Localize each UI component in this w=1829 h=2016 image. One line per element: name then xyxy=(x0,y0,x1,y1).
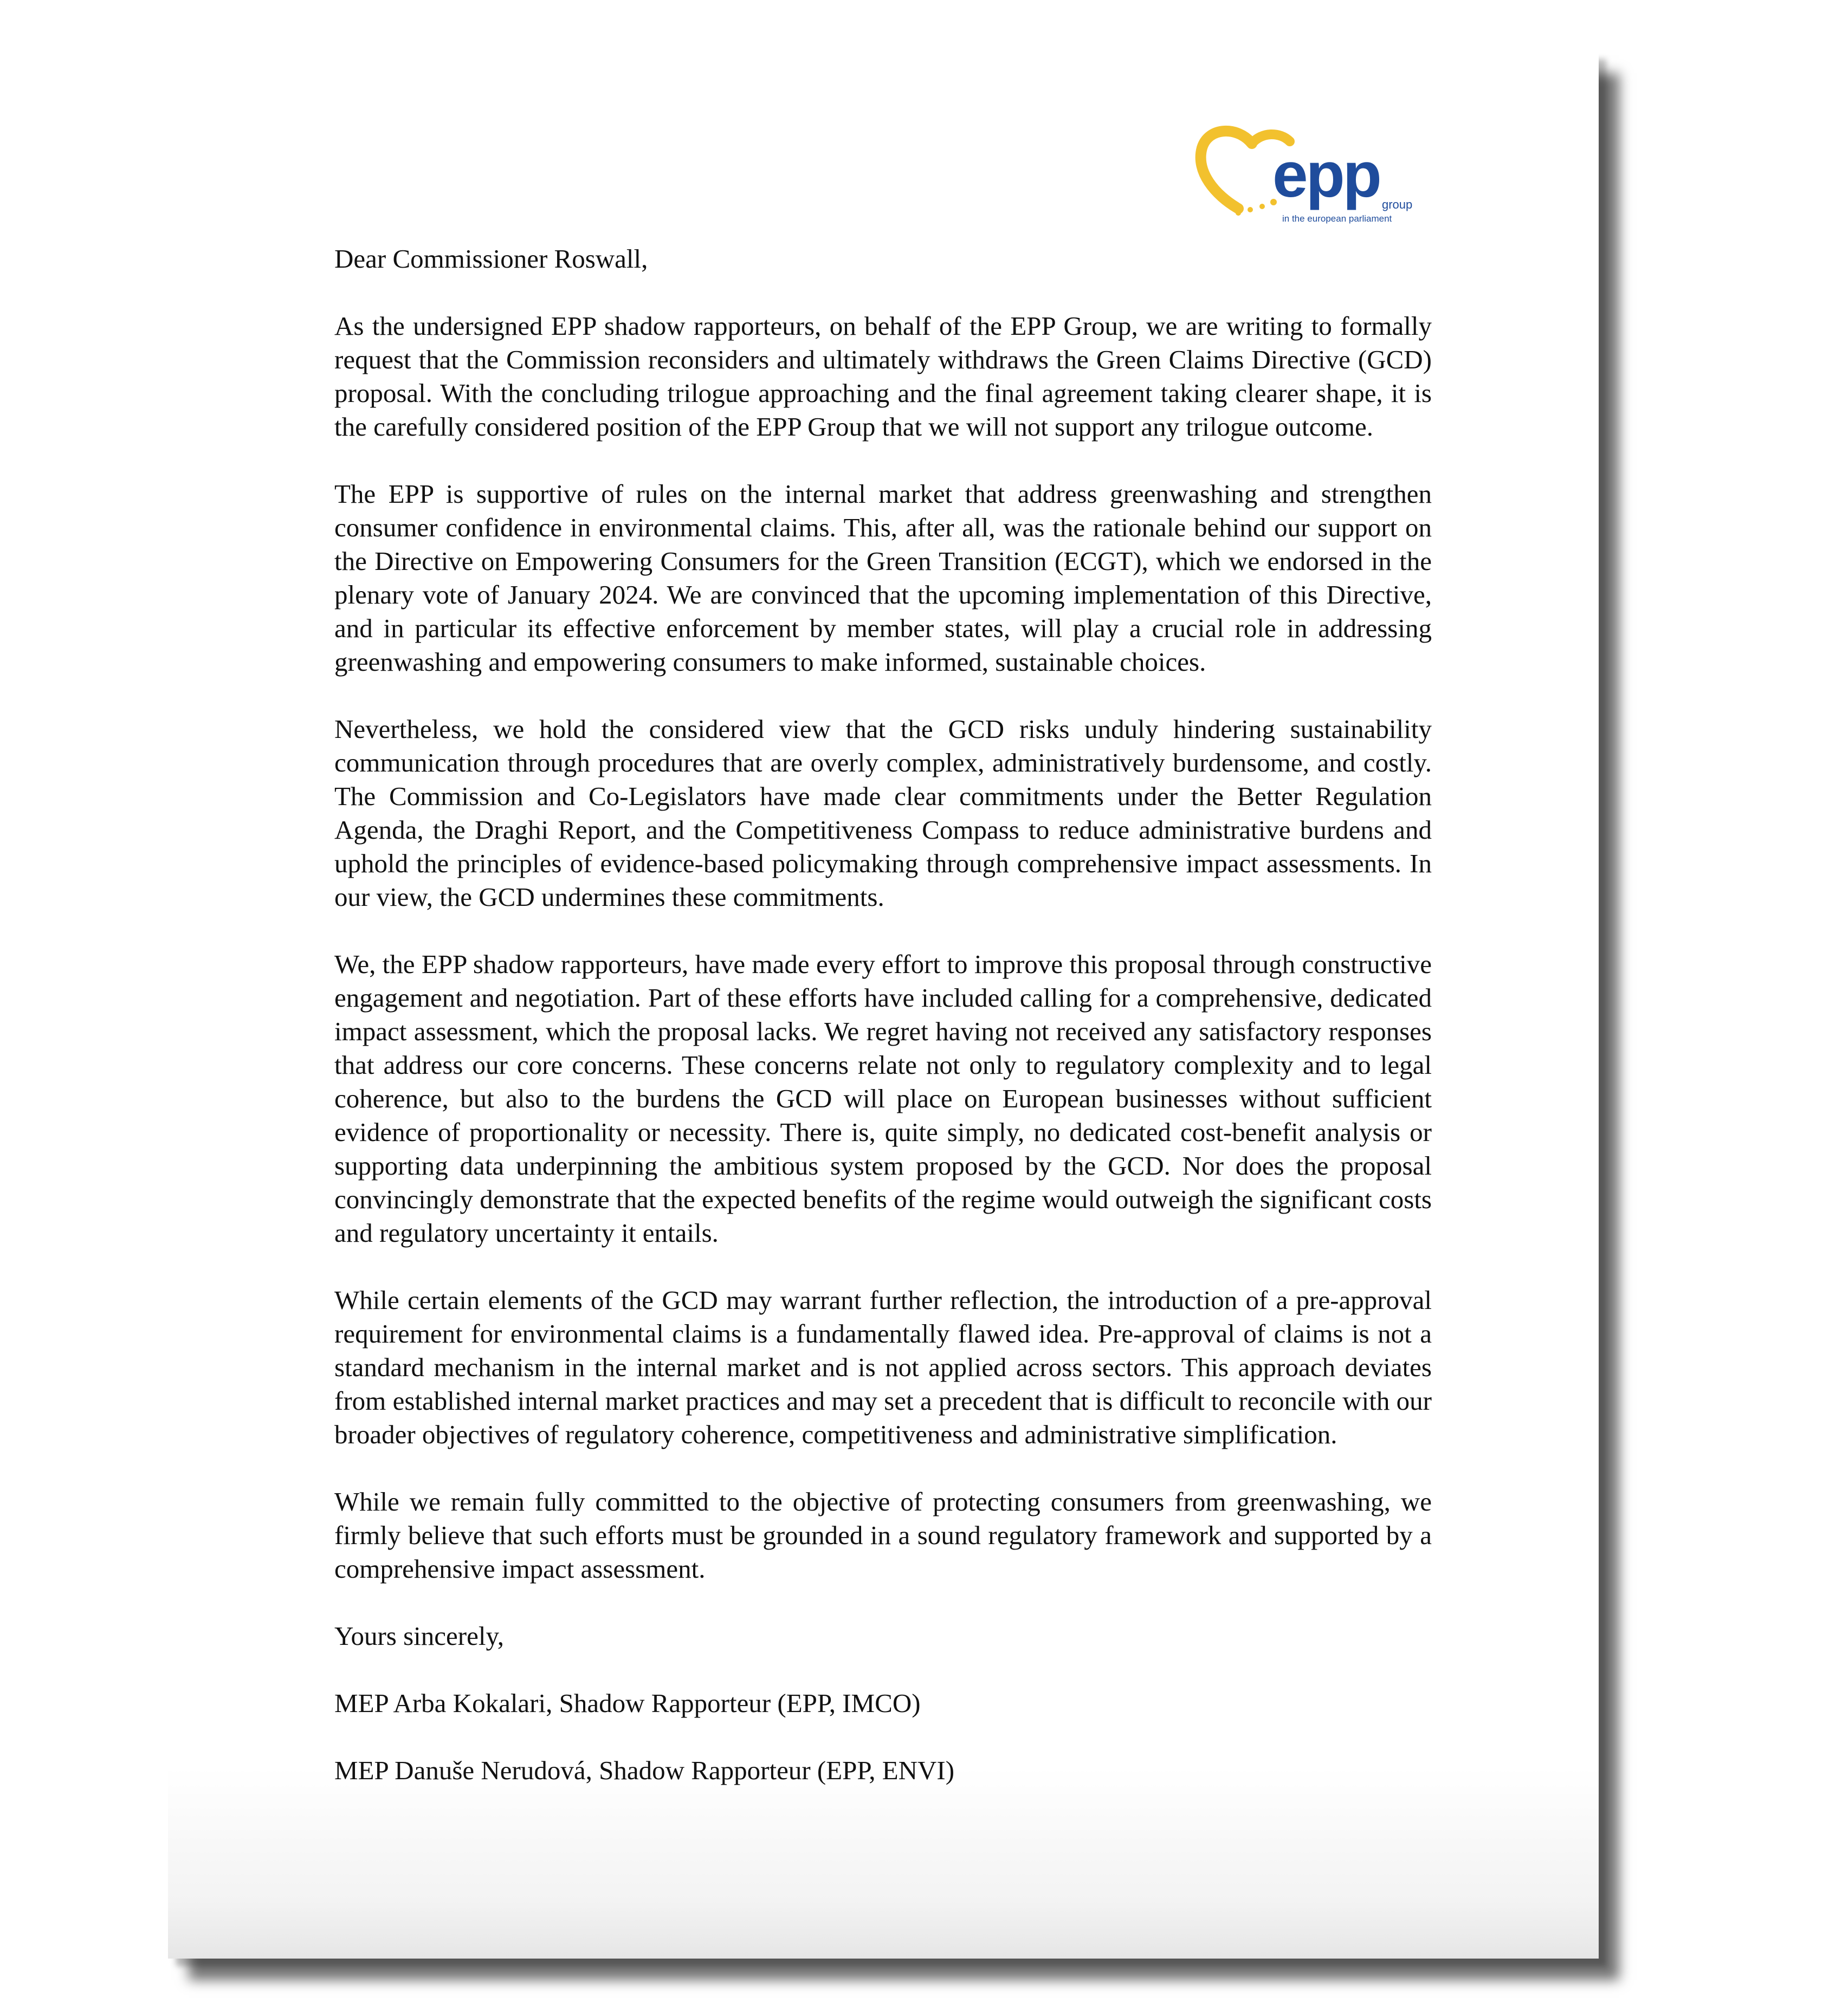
logo-group-label: group xyxy=(1382,198,1413,211)
star-dot xyxy=(1236,210,1241,216)
star-dot xyxy=(1248,207,1253,212)
heart-outline xyxy=(1201,131,1252,209)
paragraph-pre-approval: While certain elements of the GCD may warrant further reflection, the introduction of a pre-approval requirement for environmental claims is a fundamentally flawed idea. Pre-approval of claims is not a standard mechanism in the internal market and is not applied across sectors. This approach deviates from established internal market practices and may set a precedent that is difficult to reconcile with our broader objectives of regulatory coherence, competitiveness and administrative simplification. xyxy=(334,1285,1432,1449)
letter-body xyxy=(334,242,1432,1821)
salutation: Dear Commissioner Roswall, xyxy=(334,244,648,274)
signatory-line: MEP Arba Kokalari, Shadow Rapporteur (EPP, IMCO) xyxy=(334,1688,921,1718)
paragraph-support-ecgt: The EPP is supportive of rules on the internal market that address greenwashing and strengthen consumer confidence in environmental claims. This, after all, was the rationale behind our support on the Directive on Empowering Consumers for the Green Transition (ECGT), which we endorsed in the plenary vote of January 2024. We are convinced that the upcoming implementation of this Directive, and in particular its effective enforcement by member states, will play a crucial role in addressing greenwashing and empowering consumers to make informed, sustainable choices. xyxy=(334,479,1432,677)
closing: Yours sincerely, xyxy=(334,1621,505,1651)
signatory-line: MEP Danuše Nerudová, Shadow Rapporteur (EPP, ENVI) xyxy=(334,1755,955,1785)
paragraph-request-withdrawal: As the undersigned EPP shadow rapporteurs, on behalf of the EPP Group, we are writing to formally request that the Commission reconsiders and ultimately withdraws the Green Claims Directive (GCD) proposal. With the concluding trilogue approaching and the final agreement taking clearer shape, it is the carefully considered position of the EPP Group that we will not support any trilogue outcome. xyxy=(334,311,1432,442)
star-dot xyxy=(1259,204,1265,209)
paragraph-burden-concerns: Nevertheless, we hold the considered view that the GCD risks unduly hindering sustainability communication through procedures that are overly complex, administratively burdensome, and costly. The Commission and Co-Legislators have made clear commitments under the Better Regulation Agenda, the Draghi Report, and the Competitiveness Compass to reduce administrative burdens and uphold the principles of evidence-based policymaking through comprehensive impact assessments. In our view, the GCD undermines these commitments. xyxy=(334,714,1432,912)
logo-wordmark: epp xyxy=(1272,139,1380,211)
heart-with-stars-logo-icon xyxy=(1187,122,1414,230)
epp-group-logo xyxy=(1187,122,1414,230)
letter-page xyxy=(168,51,1599,1959)
logo-tagline: in the european parliament xyxy=(1282,213,1392,224)
paragraph-commitment: While we remain fully committed to the objective of protecting consumers from greenwashing, we firmly believe that such efforts must be grounded in a sound regulatory framework and supported by a comprehensive impact assessment. xyxy=(334,1487,1432,1584)
paragraph-negotiation-efforts: We, the EPP shadow rapporteurs, have made every effort to improve this proposal through constructive engagement and negotiation. Part of these efforts have included calling for a comprehensive, dedicated impact assessment, which the proposal lacks. We regret having not received any satisfactory responses that address our core concerns. These concerns relate not only to regulatory complexity and to legal coherence, but also to the burdens the GCD will place on European businesses without sufficient evidence of proportionality or necessity. There is, quite simply, no dedicated cost-benefit analysis or supporting data underpinning the ambitious system proposed by the GCD. Nor does the proposal convincingly demonstrate that the expected benefits of the regime would outweigh the significant costs and regulatory uncertainty it entails. xyxy=(334,949,1432,1248)
